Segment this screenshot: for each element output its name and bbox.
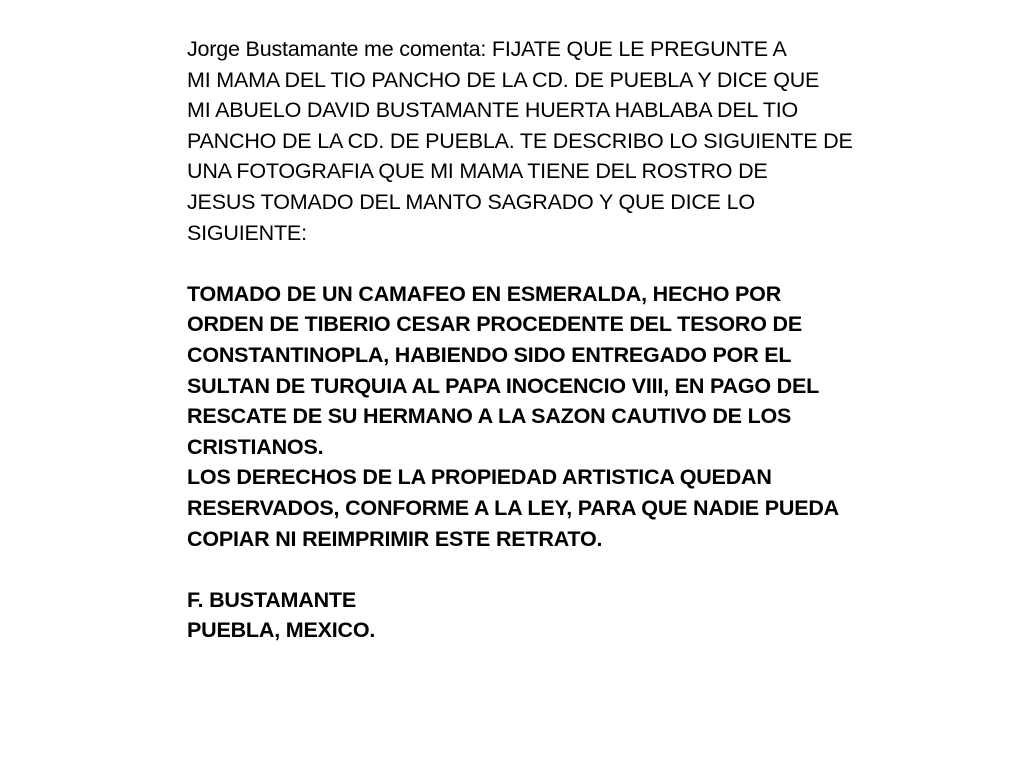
rights-line: COPIAR NI REIMPRIMIR ESTE RETRATO. xyxy=(187,526,603,551)
inscription-line: CRISTIANOS. xyxy=(187,434,324,459)
inscription-line: ORDEN DE TIBERIO CESAR PROCEDENTE DEL TESORO DE xyxy=(187,312,802,337)
signature-name: F. BUSTAMANTE xyxy=(187,587,356,612)
intro-line: MI ABUELO DAVID BUSTAMANTE HUERTA HABLABA DEL TIO xyxy=(187,98,799,123)
intro-line: MI MAMA DEL TIO PANCHO DE LA CD. DE PUEBLA Y DICE QUE xyxy=(187,67,820,92)
signature-block xyxy=(187,585,867,646)
rights-line: RESERVADOS, CONFORME A LA LEY, PARA QUE NADIE PUEDA xyxy=(187,495,839,520)
inscription-line: CONSTANTINOPLA, HABIENDO SIDO ENTREGADO POR EL xyxy=(187,342,792,367)
inscription-line: TOMADO DE UN CAMAFEO EN ESMERALDA, HECHO POR xyxy=(187,281,782,306)
intro-paragraph xyxy=(187,34,867,248)
slide-text xyxy=(187,34,867,646)
paragraph-spacer xyxy=(187,554,867,585)
paragraph-spacer xyxy=(187,248,867,279)
intro-line: UNA FOTOGRAFIA QUE MI MAMA TIENE DEL ROSTRO DE xyxy=(187,159,768,184)
inscription-paragraph xyxy=(187,279,867,554)
intro-line: Jorge Bustamante me comenta: FIJATE QUE LE PREGUNTE A xyxy=(187,37,787,61)
intro-line: JESUS TOMADO DEL MANTO SAGRADO Y QUE DICE LO xyxy=(187,189,755,214)
inscription-line: SULTAN DE TURQUIA AL PAPA INOCENCIO VIII, EN PAGO DEL xyxy=(187,373,820,398)
inscription-line: RESCATE DE SU HERMANO A LA SAZON CAUTIVO DE LOS xyxy=(187,404,792,429)
intro-line: PANCHO DE LA CD. DE PUEBLA. TE DESCRIBO LO SIGUIENTE DE xyxy=(187,128,853,153)
rights-line: LOS DERECHOS DE LA PROPIEDAD ARTISTICA QUEDAN xyxy=(187,465,772,490)
signature-location: PUEBLA, MEXICO. xyxy=(187,618,376,643)
intro-line: SIGUIENTE: xyxy=(187,220,307,245)
